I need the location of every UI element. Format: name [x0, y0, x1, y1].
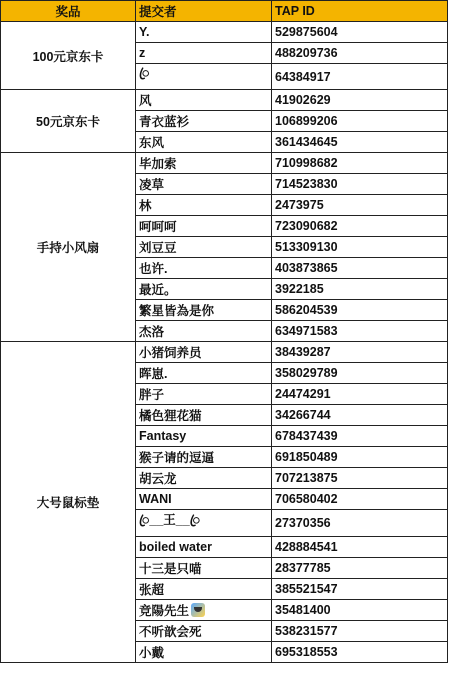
submitter-cell: [136, 405, 272, 426]
submitter-name: 最近。: [139, 283, 177, 297]
submitter-cell: [136, 195, 272, 216]
header-prize: 奖品: [1, 1, 136, 22]
submitter-cell: [136, 237, 272, 258]
tap-id-cell: 38439287: [272, 342, 448, 363]
table-body: [1, 22, 448, 663]
tap-id-cell: 586204539: [272, 300, 448, 321]
submitter-name: 风: [139, 94, 152, 108]
tap-id-cell: 358029789: [272, 363, 448, 384]
submitter-name: 胡云龙: [139, 472, 177, 486]
submitter-cell: [136, 132, 272, 153]
submitter-name: 张超: [139, 583, 165, 597]
submitter-cell: [136, 363, 272, 384]
tap-id-cell: 403873865: [272, 258, 448, 279]
submitter-cell: [136, 468, 272, 489]
tap-id-cell: 35481400: [272, 600, 448, 621]
submitter-name: Y.: [139, 25, 150, 39]
submitter-cell: [136, 279, 272, 300]
submitter-cell: [136, 537, 272, 558]
tap-id-cell: 723090682: [272, 216, 448, 237]
submitter-cell: [136, 489, 272, 510]
prize-cell: 50元京东卡: [1, 90, 136, 153]
submitter-cell: [136, 447, 272, 468]
table-row: [1, 22, 448, 43]
submitter-cell: [136, 621, 272, 642]
submitter-cell: [136, 342, 272, 363]
tap-id-cell: 529875604: [272, 22, 448, 43]
submitter-cell: [136, 558, 272, 579]
submitter-name: 毕加索: [139, 157, 177, 171]
submitter-cell: [136, 300, 272, 321]
submitter-name: 橘色狸花猫: [139, 409, 202, 423]
tap-id-cell: 695318553: [272, 642, 448, 663]
tap-id-cell: 710998682: [272, 153, 448, 174]
submitter-name: 小戴: [139, 646, 165, 660]
submitter-name: 凌草: [139, 178, 165, 192]
tap-id-cell: 385521547: [272, 579, 448, 600]
submitter-name: Fantasy: [139, 429, 187, 443]
prize-cell: 手持小风扇: [1, 153, 136, 342]
submitter-name: z: [139, 46, 146, 60]
submitter-cell: [136, 384, 272, 405]
tap-id-cell: 634971583: [272, 321, 448, 342]
submitter-cell: [136, 579, 272, 600]
table-row: [1, 153, 448, 174]
header-row: [1, 1, 448, 22]
prize-cell: 大号鼠标垫: [1, 342, 136, 663]
tap-id-cell: 706580402: [272, 489, 448, 510]
submitter-name: 繁星皆為是你: [139, 304, 215, 318]
tap-id-cell: 538231577: [272, 621, 448, 642]
submitter-name: 杰洛: [139, 325, 165, 339]
header-tap-id: TAP ID: [272, 1, 448, 22]
tap-id-cell: 678437439: [272, 426, 448, 447]
submitter-cell: [136, 600, 272, 621]
tap-id-cell: 41902629: [272, 90, 448, 111]
tap-id-cell: 2473975: [272, 195, 448, 216]
submitter-cell: [136, 153, 272, 174]
submitter-name: 小猪饲养员: [139, 346, 202, 360]
submitter-name: boiled water: [139, 540, 212, 554]
table-row: [1, 90, 448, 111]
prize-cell: 100元京东卡: [1, 22, 136, 90]
submitter-cell: [136, 174, 272, 195]
tap-id-cell: 707213875: [272, 468, 448, 489]
submitter-name: WANI: [139, 492, 172, 506]
table-row: [1, 342, 448, 363]
submitter-cell: [136, 258, 272, 279]
header-submitter: 提交者: [136, 1, 272, 22]
submitter-name: 林: [139, 199, 152, 213]
tap-id-cell: 24474291: [272, 384, 448, 405]
tap-id-cell: 64384917: [272, 64, 448, 90]
submitter-cell: [136, 510, 272, 537]
submitter-name: 猴子请的逗逼: [139, 451, 215, 465]
tap-id-cell: 361434645: [272, 132, 448, 153]
submitter-cell: [136, 43, 272, 64]
submitter-cell: [136, 111, 272, 132]
submitter-cell: [136, 64, 272, 90]
submitter-cell: [136, 426, 272, 447]
submitter-name: 竞陽先生: [139, 604, 190, 618]
submitter-cell: [136, 216, 272, 237]
tap-id-cell: 3922185: [272, 279, 448, 300]
submitter-name: 东风: [139, 136, 165, 150]
submitter-name: 晖崽.: [139, 367, 168, 381]
submitter-name: 刘豆豆: [139, 241, 177, 255]
submitter-cell: [136, 22, 272, 43]
mask-emoji-icon: [191, 603, 205, 617]
tap-id-cell: 513309130: [272, 237, 448, 258]
submitter-name: ꦿ__王__ꦿ: [139, 513, 201, 527]
submitter-name: 青衣蓝衫: [139, 115, 190, 129]
tap-id-cell: 34266744: [272, 405, 448, 426]
tap-id-cell: 691850489: [272, 447, 448, 468]
tap-id-cell: 106899206: [272, 111, 448, 132]
tap-id-cell: 488209736: [272, 43, 448, 64]
submitter-name: ꦿ: [139, 66, 150, 80]
tap-id-cell: 428884541: [272, 537, 448, 558]
submitter-name: 不听歆会死: [139, 625, 202, 639]
submitter-name: 也许.: [139, 262, 168, 276]
submitter-cell: [136, 642, 272, 663]
submitter-cell: [136, 321, 272, 342]
tap-id-cell: 28377785: [272, 558, 448, 579]
submitter-name: 胖子: [139, 388, 165, 402]
tap-id-cell: 27370356: [272, 510, 448, 537]
submitter-name: 十三是只喵: [139, 562, 202, 576]
submitter-cell: [136, 90, 272, 111]
tap-id-cell: 714523830: [272, 174, 448, 195]
submitter-name: 呵呵呵: [139, 220, 177, 234]
